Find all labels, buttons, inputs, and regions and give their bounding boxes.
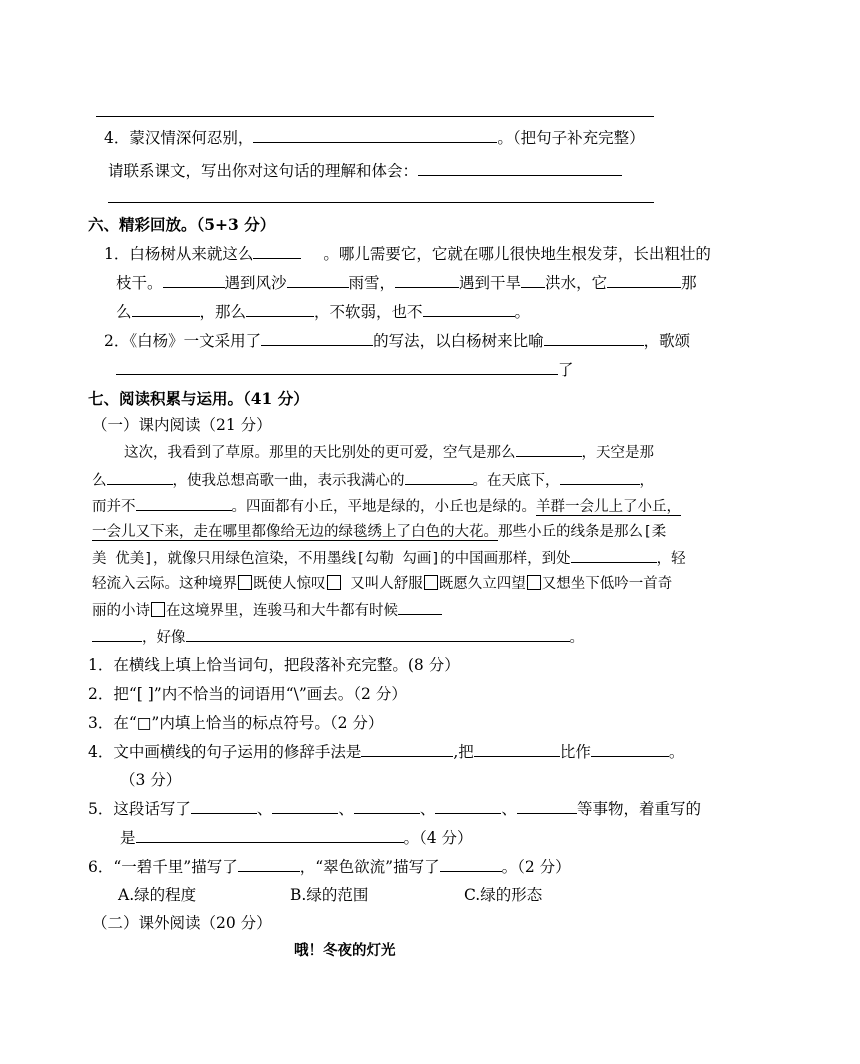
answer-blank bbox=[474, 741, 560, 757]
text: 、 bbox=[256, 800, 273, 818]
text: 。（4 分） bbox=[403, 829, 473, 847]
underlined-sentence: 一会儿又下来，走在哪里都像给无边的绿毯绣上了白色的大花。 bbox=[92, 524, 498, 540]
answer-blank bbox=[571, 547, 657, 563]
answer-blank bbox=[591, 741, 669, 757]
option-a: A.绿的程度 bbox=[118, 886, 197, 904]
text: 美 优美]，就像只用绿色渲染，不用墨线[勾勒 勾画]的中国画那样，到处 bbox=[92, 551, 571, 567]
option-c: C.绿的形态 bbox=[464, 886, 543, 904]
text: 4．文中画横线的句子运用的修辞手法是 bbox=[88, 743, 362, 761]
s6-q1-line1 bbox=[104, 243, 711, 265]
text: 。 bbox=[514, 303, 531, 321]
answer-blank bbox=[354, 798, 420, 814]
text: 既使人惊叹 bbox=[253, 576, 326, 592]
answer-blank bbox=[398, 599, 442, 615]
text: 。 bbox=[569, 630, 584, 646]
question-4 bbox=[88, 741, 684, 763]
answer-blank bbox=[521, 272, 545, 288]
q4-note: 。（把句子补充完整） bbox=[497, 129, 645, 147]
punctuation-box bbox=[327, 575, 341, 590]
text: 。在天底下， bbox=[472, 473, 560, 489]
text: 又叫人舒服 bbox=[341, 576, 423, 592]
answer-blank bbox=[435, 798, 501, 814]
text: 而并不 bbox=[92, 499, 136, 515]
answer-blank bbox=[395, 272, 459, 288]
text: 么 bbox=[92, 473, 107, 489]
punctuation-box bbox=[151, 602, 165, 617]
text: 比作 bbox=[559, 743, 591, 761]
text: 5．这段话写了 bbox=[88, 800, 191, 818]
text: 么 bbox=[116, 303, 132, 321]
answer-blank bbox=[560, 469, 640, 485]
answer-blank bbox=[423, 301, 515, 317]
text: ， bbox=[639, 473, 654, 489]
passage-line-2 bbox=[92, 469, 654, 492]
punctuation-box bbox=[238, 575, 252, 590]
text: 。哪儿需要它，它就在哪儿很快地生根发芽，长出粗壮的 bbox=[323, 245, 711, 263]
question-1: 1．在横线上填上恰当词句，把段落补充完整。(8 分） bbox=[88, 656, 460, 674]
underlined-sentence: 羊群一会儿上了小丘， bbox=[536, 499, 681, 515]
question-6 bbox=[88, 856, 571, 878]
text: 这次，我看到了草原。那里的天比别处的更可爱，空气是那么 bbox=[124, 445, 516, 461]
text: ，轻 bbox=[656, 551, 686, 567]
answer-blank bbox=[361, 741, 453, 757]
question-2: 2．把“[ ]”内不恰当的词语用“\”画去。（2 分） bbox=[88, 685, 407, 703]
text: 轻流入云际。这种境界 bbox=[92, 576, 237, 592]
text: ，歌颂 bbox=[643, 332, 691, 350]
text: 那些小丘的线条是那么[柔 bbox=[498, 524, 667, 540]
answer-blank bbox=[440, 856, 502, 872]
answer-blank bbox=[163, 272, 225, 288]
answer-blank bbox=[272, 798, 338, 814]
text: ，使我总想高歌一曲，表示我满心的 bbox=[172, 473, 405, 489]
answer-line bbox=[108, 202, 654, 203]
text: 丽的小诗 bbox=[92, 603, 150, 619]
answer-blank bbox=[246, 301, 314, 317]
answer-blank bbox=[405, 469, 473, 485]
text: 既愿久立四望 bbox=[438, 576, 526, 592]
text: ，不软弱，也不 bbox=[314, 303, 423, 321]
question-4-score: （3 分） bbox=[120, 771, 182, 789]
text: ，天空是那 bbox=[581, 445, 654, 461]
punctuation-box bbox=[527, 575, 541, 590]
text: ，好像 bbox=[142, 630, 186, 646]
text: 6．“一碧千里”描写了 bbox=[88, 858, 238, 876]
text: ，那么 bbox=[199, 303, 247, 321]
passage-line-6 bbox=[92, 573, 672, 595]
part-2-heading: （二）课外阅读（20 分） bbox=[92, 914, 272, 932]
text: 、 bbox=[501, 800, 517, 818]
section-6-heading: 六、精彩回放。（5+3 分） bbox=[88, 215, 276, 234]
s6-q1-line3 bbox=[116, 301, 530, 323]
answer-blank bbox=[191, 798, 257, 814]
answer-blank bbox=[607, 272, 681, 288]
text: 枝干。 bbox=[116, 274, 163, 292]
answer-blank bbox=[261, 330, 373, 346]
text: 是 bbox=[120, 829, 136, 847]
part-1-heading: （一）课内阅读（21 分） bbox=[92, 416, 272, 434]
article-title: 哦！冬夜的灯光 bbox=[294, 943, 396, 959]
text: 那 bbox=[681, 274, 697, 292]
text: 、 bbox=[419, 800, 436, 818]
passage-line-4 bbox=[92, 521, 666, 543]
text: 又想坐下低吟一首奇 bbox=[541, 576, 673, 592]
text: 等事物，着重写的 bbox=[576, 800, 701, 818]
passage-line-3 bbox=[92, 495, 681, 518]
answer-blank bbox=[107, 469, 173, 485]
section-7-heading: 七、阅读积累与运用。（41 分） bbox=[88, 389, 309, 408]
answer-blank bbox=[253, 127, 497, 143]
q4-prompt: 请联系课文，写出你对这句话的理解和体会： bbox=[108, 162, 419, 180]
text: 1．白杨树从来就这么 bbox=[104, 245, 254, 263]
answer-blank bbox=[136, 827, 404, 843]
text: 遇到干旱 bbox=[459, 274, 522, 292]
q4-text: 4．蒙汉情深何忍别， bbox=[104, 129, 254, 147]
text: ,把 bbox=[453, 743, 474, 761]
question-5-line2 bbox=[120, 827, 473, 849]
q4-line bbox=[104, 127, 645, 149]
passage-line-1 bbox=[124, 441, 654, 464]
answer-blank bbox=[132, 301, 200, 317]
text: 遇到风沙 bbox=[224, 274, 287, 292]
answer-blank bbox=[92, 626, 142, 642]
s6-q2-line1 bbox=[104, 330, 690, 352]
passage-line-8 bbox=[92, 626, 584, 649]
text: 。四面都有小丘，平地是绿的，小丘也是绿的。 bbox=[231, 499, 536, 515]
answer-blank bbox=[253, 243, 301, 259]
answer-blank bbox=[287, 272, 349, 288]
text: 、 bbox=[338, 800, 354, 818]
passage-line-5 bbox=[92, 547, 686, 570]
text: 雨雪， bbox=[348, 274, 396, 292]
passage-line-7 bbox=[92, 599, 442, 622]
s6-q2-line2 bbox=[116, 359, 574, 381]
answer-blank bbox=[136, 495, 232, 511]
question-5 bbox=[88, 798, 701, 820]
text: 。 bbox=[668, 743, 685, 761]
answer-line bbox=[96, 116, 654, 117]
answer-blank bbox=[418, 160, 622, 176]
text: 在这境界里，连骏马和大牛都有时候 bbox=[166, 603, 398, 619]
answer-blank bbox=[544, 330, 644, 346]
answer-blank bbox=[116, 359, 558, 375]
text: 2．《白杨》一文采用了 bbox=[104, 332, 262, 350]
answer-blank bbox=[238, 856, 300, 872]
text: 洪水，它 bbox=[545, 274, 608, 292]
text: 了 bbox=[558, 361, 574, 379]
text: 。（2 分） bbox=[501, 858, 571, 876]
answer-blank bbox=[517, 798, 577, 814]
text: 的写法，以白杨树来比喻 bbox=[373, 332, 544, 350]
question-3: 3．在“□”内填上恰当的标点符号。（2 分） bbox=[88, 714, 384, 732]
q4-prompt-line bbox=[108, 160, 622, 182]
answer-blank bbox=[186, 626, 570, 642]
answer-blank bbox=[516, 441, 582, 457]
text: ，“翠色欲流”描写了 bbox=[299, 858, 440, 876]
s6-q1-line2 bbox=[116, 272, 697, 294]
option-b: B.绿的范围 bbox=[290, 886, 369, 904]
punctuation-box bbox=[424, 575, 438, 590]
